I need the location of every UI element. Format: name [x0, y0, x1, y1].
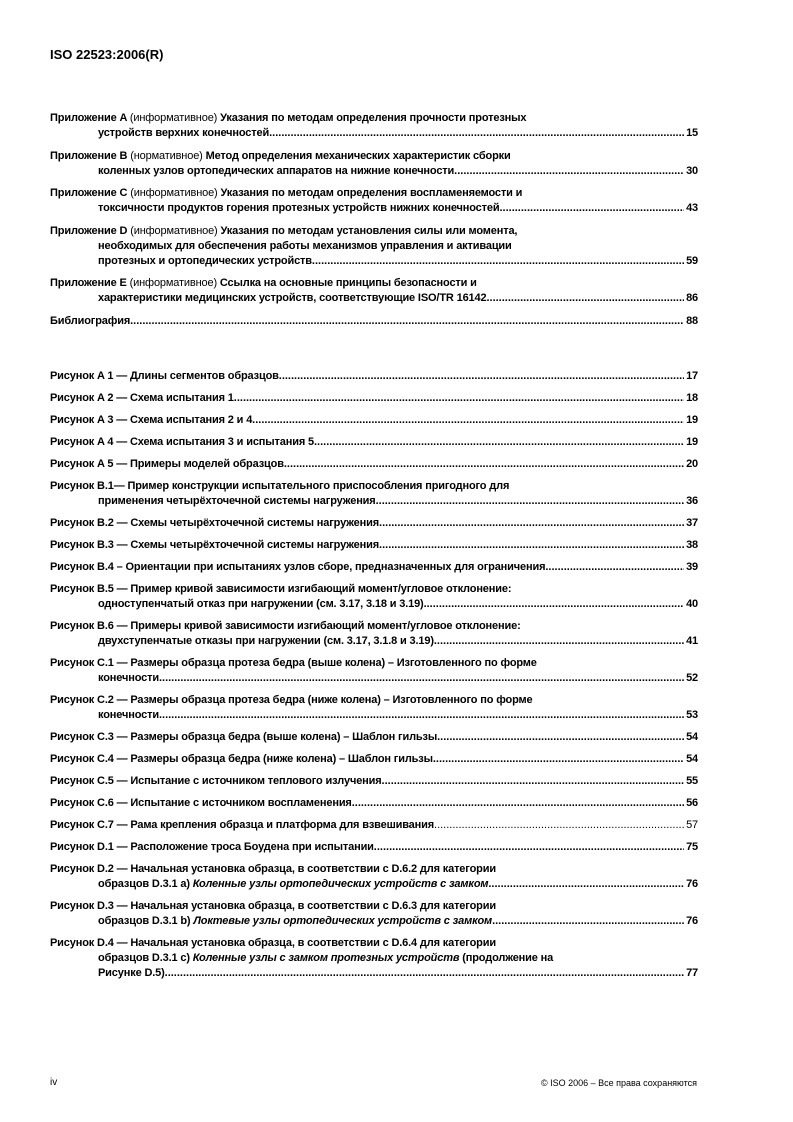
entry-text-segment: Рисунок B.5 — Пример кривой зависимости изгибающий момент/угловое отклонение:: [50, 583, 512, 595]
entry-text: [98, 634, 434, 649]
entry-text: [50, 937, 496, 949]
entry-text-segment: Коленные узлы ортопедических устройств с замком: [192, 878, 489, 890]
entry-text-segment: Метод определения механических характеристик сборки: [205, 149, 511, 162]
entry-text: [50, 516, 379, 531]
entry-text-segment: Рисунок B.1— Пример конструкции испытательного приспособления пригодного для: [50, 480, 510, 492]
entry-text-segment: Рисунок C.4 — Размеры образца бедра (ниже колена) – Шаблон гильзы: [50, 753, 433, 765]
toc-entry-figure[interactable]: [50, 391, 698, 406]
entry-text-segment: Приложение D: [50, 224, 131, 237]
entry-text: [98, 597, 424, 612]
entry-text: [50, 480, 509, 492]
dot-leader: [492, 914, 684, 929]
entry-line: [50, 582, 698, 597]
page-reference[interactable]: 30: [686, 164, 698, 177]
entry-text-segment: Рисунок A 2 — Схема испытания 1: [50, 392, 234, 404]
entry-line: [50, 291, 698, 306]
entry-text-segment: Указания по методам определения прочности протезных: [220, 112, 527, 124]
dot-leader: [314, 435, 684, 450]
toc-entry-figure[interactable]: [50, 369, 698, 384]
entry-text: [50, 225, 517, 237]
entry-line: [50, 877, 698, 892]
entry-text: [50, 752, 433, 767]
entry-text-segment: Указания по методам определения воспламеняемости и: [220, 187, 523, 199]
entry-text: [98, 201, 499, 216]
dot-leader: [434, 818, 684, 833]
toc-entry-figure[interactable]: [50, 619, 698, 649]
entry-text-segment: Рисунок D.4 — Начальная установка образца, в соответствии с D.6.4 для категории: [50, 937, 496, 949]
toc-entry-figure[interactable]: [50, 862, 698, 892]
entry-text-segment: Рисунок A 4 — Схема испытания 3 и испытания 5: [50, 436, 314, 448]
dot-leader: [434, 634, 684, 649]
page-reference[interactable]: 36: [686, 495, 698, 507]
entry-text: [98, 494, 376, 509]
entry-text-segment: Приложение B: [50, 149, 131, 162]
entry-text: [98, 708, 159, 723]
entry-line: [50, 899, 698, 914]
toc-entry-figure[interactable]: [50, 752, 698, 767]
entry-text: [98, 877, 488, 892]
entry-text: [50, 796, 352, 811]
toc-entry-figure[interactable]: [50, 899, 698, 929]
entry-text-segment: Рисунок A 1 — Длины сегментов образцов: [50, 370, 279, 382]
entry-line: [50, 671, 698, 686]
entry-text-segment: (информативное): [129, 112, 221, 124]
entry-line: [50, 796, 698, 811]
entry-text-segment: устройств верхних конечностей: [98, 127, 270, 139]
entry-text-segment: необходимых для обеспечения работы механизмов управления и активации: [98, 239, 512, 252]
entry-text-segment: характеристики медицинских устройств, соответствующие ISO/TR 16142: [98, 292, 487, 304]
entry-line: [50, 314, 698, 329]
entry-text-segment: Рисунок B.4 – Ориентации при испытаниях узлов сборе, предназначенных для ограничения: [50, 561, 546, 573]
entry-line: [50, 149, 698, 164]
entry-text-segment: Рисунок C.2 — Размеры образца протеза бедра (ниже колена) – Изготовленного по форме: [50, 694, 533, 706]
toc-entry-figure[interactable]: [50, 457, 698, 472]
dot-leader: [159, 708, 684, 723]
entry-line: [50, 708, 698, 723]
page-reference[interactable]: 39: [686, 561, 698, 573]
entry-text-segment: Рисунке D.5): [98, 967, 165, 979]
entry-text-segment: Рисунок D.1 — Расположение троса Боудена при испытании: [50, 841, 374, 853]
entry-text-segment: конечности: [98, 672, 159, 684]
entry-text-segment: (информативное): [130, 224, 221, 237]
entry-text-segment: Приложение A: [50, 112, 130, 124]
entry-line: [50, 479, 698, 494]
entry-text: [50, 277, 477, 289]
page-reference[interactable]: 54: [686, 753, 698, 765]
page-reference[interactable]: 54: [686, 731, 698, 743]
entry-text-segment: конечности: [98, 709, 159, 721]
dot-leader: [269, 126, 684, 141]
toc-entry-figure[interactable]: [50, 840, 698, 855]
entry-text-segment: Рисунок B.3 — Схемы четырёхточечной системы нагружения: [50, 539, 380, 551]
entry-line: [50, 818, 698, 833]
entry-line: [50, 435, 698, 450]
entry-text: [98, 952, 553, 964]
entry-text-segment: двухступенчатые отказы при нагружении (см. 3.17, 3.1.8 и 3.19): [98, 635, 434, 647]
page-reference[interactable]: 19: [686, 436, 698, 448]
dot-leader: [159, 671, 684, 686]
page-reference[interactable]: 18: [686, 392, 698, 404]
dot-leader: [165, 966, 684, 981]
entry-line: [50, 276, 698, 291]
entry-line: [50, 951, 698, 966]
page-reference[interactable]: 86: [686, 292, 698, 304]
entry-text: [98, 254, 312, 269]
entry-text-segment: (нормативное): [130, 149, 206, 162]
entry-text-segment: Библиография: [50, 314, 131, 327]
entry-text: [50, 818, 434, 833]
page-reference[interactable]: 53: [686, 709, 698, 721]
entry-text-segment: Рисунок C.3 — Размеры образца бедра (выше колена) – Шаблон гильзы: [50, 731, 438, 743]
dot-leader: [379, 516, 684, 531]
dot-leader: [312, 254, 684, 269]
entry-text: [50, 538, 379, 553]
entry-text: [98, 914, 492, 929]
toc-entry-figure[interactable]: [50, 516, 698, 531]
entry-line: [50, 457, 698, 472]
entry-line: [50, 126, 698, 141]
entry-text-segment: образцов D.3.1 a): [98, 878, 193, 890]
entry-text-segment: Рисунок B.2 — Схемы четырёхточечной системы нагружения: [50, 517, 380, 529]
toc-entry-figure[interactable]: [50, 413, 698, 428]
entry-line: [50, 840, 698, 855]
dot-leader: [279, 369, 684, 384]
entry-text: [98, 671, 159, 686]
entry-line: [50, 656, 698, 671]
entry-text-segment: Рисунок C.1 — Размеры образца протеза бедра (выше колена) – Изготовленного по форме: [50, 657, 537, 669]
toc-entry-annex[interactable]: [50, 186, 698, 216]
toc-entry-figure[interactable]: [50, 479, 698, 509]
toc-entry-annex[interactable]: [50, 224, 698, 269]
dot-leader: [382, 774, 685, 789]
entry-text: [50, 314, 130, 329]
toc-entry-annex[interactable]: [50, 276, 698, 306]
page-reference[interactable]: 59: [686, 254, 698, 267]
entry-line: [50, 538, 698, 553]
entry-text-segment: токсичности продуктов горения протезных устройств нижних конечностей: [98, 202, 500, 214]
entry-text: [50, 694, 533, 706]
entry-line: [50, 224, 698, 239]
entry-line: [50, 369, 698, 384]
toc-entry-figure[interactable]: [50, 560, 698, 575]
toc-entry-figure[interactable]: [50, 435, 698, 450]
document-header: ISO 22523:2006(R): [50, 47, 164, 62]
entry-text: [50, 560, 545, 575]
entry-text-segment: Ссылка на основные принципы безопасности и: [219, 277, 477, 289]
dot-leader: [352, 796, 684, 811]
entry-text-segment: Рисунок C.5 — Испытание с источником теплового излучения: [50, 775, 382, 787]
entry-line: [50, 494, 698, 509]
entry-line: [50, 966, 698, 981]
entry-text: [50, 900, 496, 912]
entry-text: [50, 457, 284, 472]
toc-entry-figure[interactable]: [50, 796, 698, 811]
entry-line: [50, 111, 698, 126]
entry-text: [98, 966, 165, 981]
entry-line: [50, 752, 698, 767]
dot-leader: [379, 538, 684, 553]
entry-line: [50, 693, 698, 708]
entry-line: [50, 774, 698, 789]
toc-entry-annex[interactable]: [50, 314, 698, 329]
toc-entry-figure[interactable]: [50, 656, 698, 686]
toc-entry-annex[interactable]: [50, 111, 698, 141]
page-reference[interactable]: 37: [686, 517, 698, 529]
page-reference[interactable]: 17: [686, 370, 698, 382]
entry-text-segment: Локтевые узлы ортопедических устройств с замком: [193, 915, 493, 927]
entry-line: [50, 936, 698, 951]
entry-line: [50, 239, 698, 254]
entry-line: [50, 619, 698, 634]
toc-entry-annex[interactable]: [50, 149, 698, 179]
toc-entry-figure[interactable]: [50, 730, 698, 745]
entry-line: [50, 560, 698, 575]
toc-entry-figure[interactable]: [50, 774, 698, 789]
entry-line: [50, 634, 698, 649]
toc-entry-figure[interactable]: [50, 582, 698, 612]
copyright-notice: © ISO 2006 – Все права сохраняются: [540, 1078, 697, 1088]
entry-text-segment: Коленные узлы с замком протезных устройств: [192, 952, 460, 964]
entry-line: [50, 186, 698, 201]
dot-leader: [437, 730, 684, 745]
entry-text: [50, 413, 252, 428]
entry-text: [50, 730, 437, 745]
entry-text-segment: Рисунок C.6 — Испытание с источником воспламенения: [50, 797, 352, 809]
entry-text-segment: Рисунок D.3 — Начальная установка образца, в соответствии с D.6.3 для категории: [50, 900, 496, 912]
entry-text-segment: (продолжение на: [459, 952, 554, 964]
page-reference[interactable]: 52: [686, 672, 698, 684]
dot-leader: [376, 494, 684, 509]
page-reference[interactable]: 38: [686, 539, 698, 551]
entry-line: [50, 730, 698, 745]
entry-text-segment: (информативное): [130, 187, 221, 199]
page-reference[interactable]: 77: [686, 967, 698, 979]
entry-text: [50, 863, 496, 875]
page-reference[interactable]: 76: [686, 878, 698, 890]
entry-text: [50, 369, 279, 384]
page-reference[interactable]: 76: [686, 915, 698, 927]
toc-entry-figure[interactable]: [50, 538, 698, 553]
toc-entry-figure[interactable]: [50, 936, 698, 981]
entry-text: [50, 187, 522, 199]
entry-text-segment: образцов D.3.1 c): [98, 952, 193, 964]
entry-text: [50, 620, 521, 632]
page-reference[interactable]: 43: [686, 202, 698, 214]
entry-text-segment: Приложение E: [50, 277, 130, 289]
entry-text-segment: Рисунок A 5 — Примеры моделей образцов: [50, 458, 284, 470]
toc-entry-figure[interactable]: [50, 818, 698, 833]
entry-text-segment: Приложение C: [50, 187, 131, 199]
dot-leader: [488, 877, 684, 892]
figure-list: [50, 369, 698, 988]
entry-text-segment: Рисунок B.6 — Примеры кривой зависимости изгибающий момент/угловое отклонение:: [50, 620, 521, 632]
entry-line: [50, 413, 698, 428]
page-reference[interactable]: 15: [686, 127, 698, 139]
entry-text-segment: Рисунок C.7 — Рама крепления образца и платформа для взвешивания: [50, 819, 435, 831]
entry-text: [98, 164, 454, 179]
entry-line: [50, 164, 698, 179]
page-reference[interactable]: 41: [686, 635, 698, 647]
entry-line: [50, 597, 698, 612]
entry-text: [50, 840, 374, 855]
entry-line: [50, 391, 698, 406]
dot-leader: [284, 457, 684, 472]
page-reference[interactable]: 56: [686, 797, 698, 809]
entry-text-segment: Рисунок D.2 — Начальная установка образца, в соответствии с D.6.2 для категории: [50, 863, 496, 875]
annex-list: [50, 111, 698, 336]
page-reference[interactable]: 88: [686, 314, 698, 327]
dot-leader: [424, 597, 685, 612]
entry-text-segment: Указания по методам установления силы или момента,: [220, 224, 518, 237]
page-reference[interactable]: 40: [686, 598, 698, 610]
page-reference[interactable]: 20: [686, 458, 698, 470]
entry-line: [50, 254, 698, 269]
dot-leader: [545, 560, 684, 575]
entry-text: [50, 112, 526, 124]
toc-entry-figure[interactable]: [50, 693, 698, 723]
dot-leader: [499, 201, 684, 216]
entry-text: [98, 291, 486, 306]
page-reference[interactable]: 75: [686, 841, 698, 853]
entry-line: [50, 862, 698, 877]
entry-text-segment: (информативное): [129, 277, 220, 289]
page-number: iv: [50, 1077, 58, 1088]
dot-leader: [252, 413, 684, 428]
dot-leader: [374, 840, 684, 855]
entry-text: [50, 391, 234, 406]
entry-text: [98, 240, 512, 252]
entry-text: [50, 774, 382, 789]
entry-text: [50, 583, 511, 595]
entry-text-segment: применения четырёхточечной системы нагружения: [98, 495, 376, 507]
page-reference[interactable]: 55: [686, 775, 698, 787]
entry-text: [50, 150, 511, 162]
dot-leader: [234, 391, 684, 406]
entry-text: [98, 126, 269, 141]
entry-text: [50, 657, 537, 669]
dot-leader: [130, 314, 684, 329]
dot-leader: [433, 752, 684, 767]
entry-line: [50, 914, 698, 929]
dot-leader: [486, 291, 684, 306]
entry-text-segment: одноступенчатый отказ при нагружении (см. 3.17, 3.18 и 3.19): [98, 598, 424, 610]
entry-text-segment: Рисунок A 3 — Схема испытания 2 и 4: [50, 414, 253, 426]
page-reference[interactable]: 57: [686, 819, 698, 831]
entry-text-segment: образцов D.3.1 b): [98, 915, 194, 927]
entry-line: [50, 201, 698, 216]
entry-text: [50, 435, 314, 450]
entry-text-segment: протезных и ортопедических устройств: [98, 254, 312, 267]
entry-line: [50, 516, 698, 531]
page-reference[interactable]: 19: [686, 414, 698, 426]
entry-text-segment: коленных узлов ортопедических аппаратов на нижние конечности: [98, 164, 455, 177]
dot-leader: [454, 164, 684, 179]
